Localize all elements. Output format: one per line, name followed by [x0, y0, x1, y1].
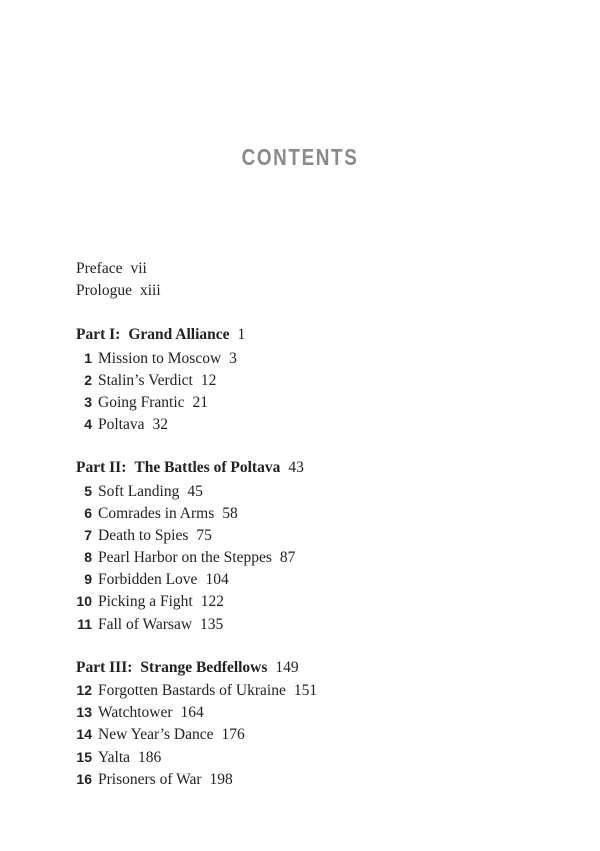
toc-entry-preface[interactable]	[76, 258, 546, 280]
chapter-title: Forbidden Love	[98, 571, 198, 589]
entry-page: vii	[130, 260, 147, 277]
chapter-number: 15	[76, 748, 92, 765]
chapter-number: 16	[76, 770, 92, 787]
chapter-title: Soft Landing	[98, 482, 180, 500]
chapter-title: Pearl Harbor on the Steppes	[98, 549, 272, 567]
toc-entry-prologue[interactable]	[76, 280, 546, 302]
chapter-page: 32	[152, 416, 168, 434]
chapter-page: 87	[279, 549, 296, 567]
chapter-title: Picking a Fight	[98, 593, 193, 611]
chapter-number: 8	[84, 549, 92, 566]
chapter-entry[interactable]	[76, 613, 546, 635]
chapter-title: Yalta	[98, 748, 131, 766]
chapter-entry[interactable]	[76, 391, 546, 413]
chapter-title: Fall of Warsaw	[98, 615, 193, 633]
entry-page: xiii	[139, 282, 161, 300]
chapter-entry[interactable]	[76, 546, 546, 568]
chapter-entry[interactable]	[76, 502, 546, 524]
chapter-number: 7	[84, 526, 92, 543]
chapter-entry[interactable]	[76, 347, 546, 369]
part-label: Part III:	[76, 658, 133, 676]
chapter-number: 11	[77, 615, 92, 632]
part-label: Part I:	[76, 326, 121, 344]
chapter-page: 104	[205, 571, 229, 589]
chapter-entry[interactable]	[76, 701, 546, 723]
chapter-number: 2	[84, 371, 92, 388]
chapter-title: Mission to Moscow	[98, 349, 222, 367]
chapter-page: 198	[209, 770, 233, 788]
chapter-page: 21	[192, 393, 209, 411]
part-title: Grand Alliance	[128, 326, 230, 344]
chapter-entry[interactable]	[76, 369, 546, 391]
part-title: The Battles of Poltava	[134, 459, 281, 477]
chapter-title: Comrades in Arms	[98, 504, 215, 522]
chapter-page: 58	[222, 504, 238, 522]
chapter-number: 5	[84, 482, 92, 499]
chapter-number: 9	[84, 571, 92, 588]
chapter-entry[interactable]	[76, 568, 546, 590]
chapter-page: 151	[293, 682, 318, 699]
chapter-title: Prisoners of War	[98, 770, 202, 788]
chapter-number: 10	[76, 593, 92, 610]
chapter-entry[interactable]	[76, 524, 546, 546]
chapter-page: 122	[200, 593, 224, 611]
chapter-page: 176	[221, 726, 245, 744]
table-of-contents	[76, 258, 546, 790]
page-title: CONTENTS	[241, 144, 359, 170]
chapter-page: 186	[138, 748, 162, 766]
chapter-entry[interactable]	[76, 413, 546, 435]
chapter-page: 75	[196, 526, 212, 544]
part-page: 43	[288, 459, 304, 477]
chapter-page: 12	[200, 371, 217, 389]
chapter-entry[interactable]	[76, 723, 546, 745]
part-heading-3[interactable]	[76, 657, 546, 679]
chapter-title: Stalin’s Verdict	[98, 371, 193, 389]
part-title: Strange Bedfellows	[140, 658, 268, 676]
chapter-entry[interactable]	[76, 590, 546, 612]
chapter-number: 4	[84, 416, 92, 433]
chapter-title: Going Frantic	[98, 393, 185, 411]
chapter-number: 1	[84, 349, 92, 366]
chapter-title: New Year’s Dance	[98, 726, 214, 744]
chapter-number: 3	[84, 393, 92, 410]
chapter-title: Death to Spies	[98, 526, 189, 544]
chapter-entry[interactable]	[76, 679, 546, 701]
part-page: 149	[275, 658, 299, 676]
chapter-page: 135	[200, 615, 224, 633]
part-heading-1[interactable]	[76, 324, 546, 346]
part-heading-2[interactable]	[76, 457, 546, 479]
chapter-title: Poltava	[98, 416, 145, 434]
entry-title: Prologue	[76, 282, 132, 300]
chapter-page: 3	[229, 349, 237, 367]
chapter-title: Watchtower	[98, 704, 173, 722]
part-label: Part II:	[76, 459, 127, 477]
chapter-number: 6	[84, 504, 92, 521]
chapter-page: 164	[180, 704, 204, 722]
chapter-entry[interactable]	[76, 746, 546, 768]
entry-title: Preface	[76, 260, 123, 277]
chapter-entry[interactable]	[76, 768, 546, 790]
part-page: 1	[237, 326, 246, 344]
chapter-number: 14	[76, 726, 92, 743]
chapter-entry[interactable]	[76, 480, 546, 502]
chapter-title: Forgotten Bastards of Ukraine	[98, 682, 286, 699]
chapter-number: 13	[76, 704, 92, 721]
chapter-page: 45	[187, 482, 203, 500]
chapter-number: 12	[76, 682, 92, 698]
